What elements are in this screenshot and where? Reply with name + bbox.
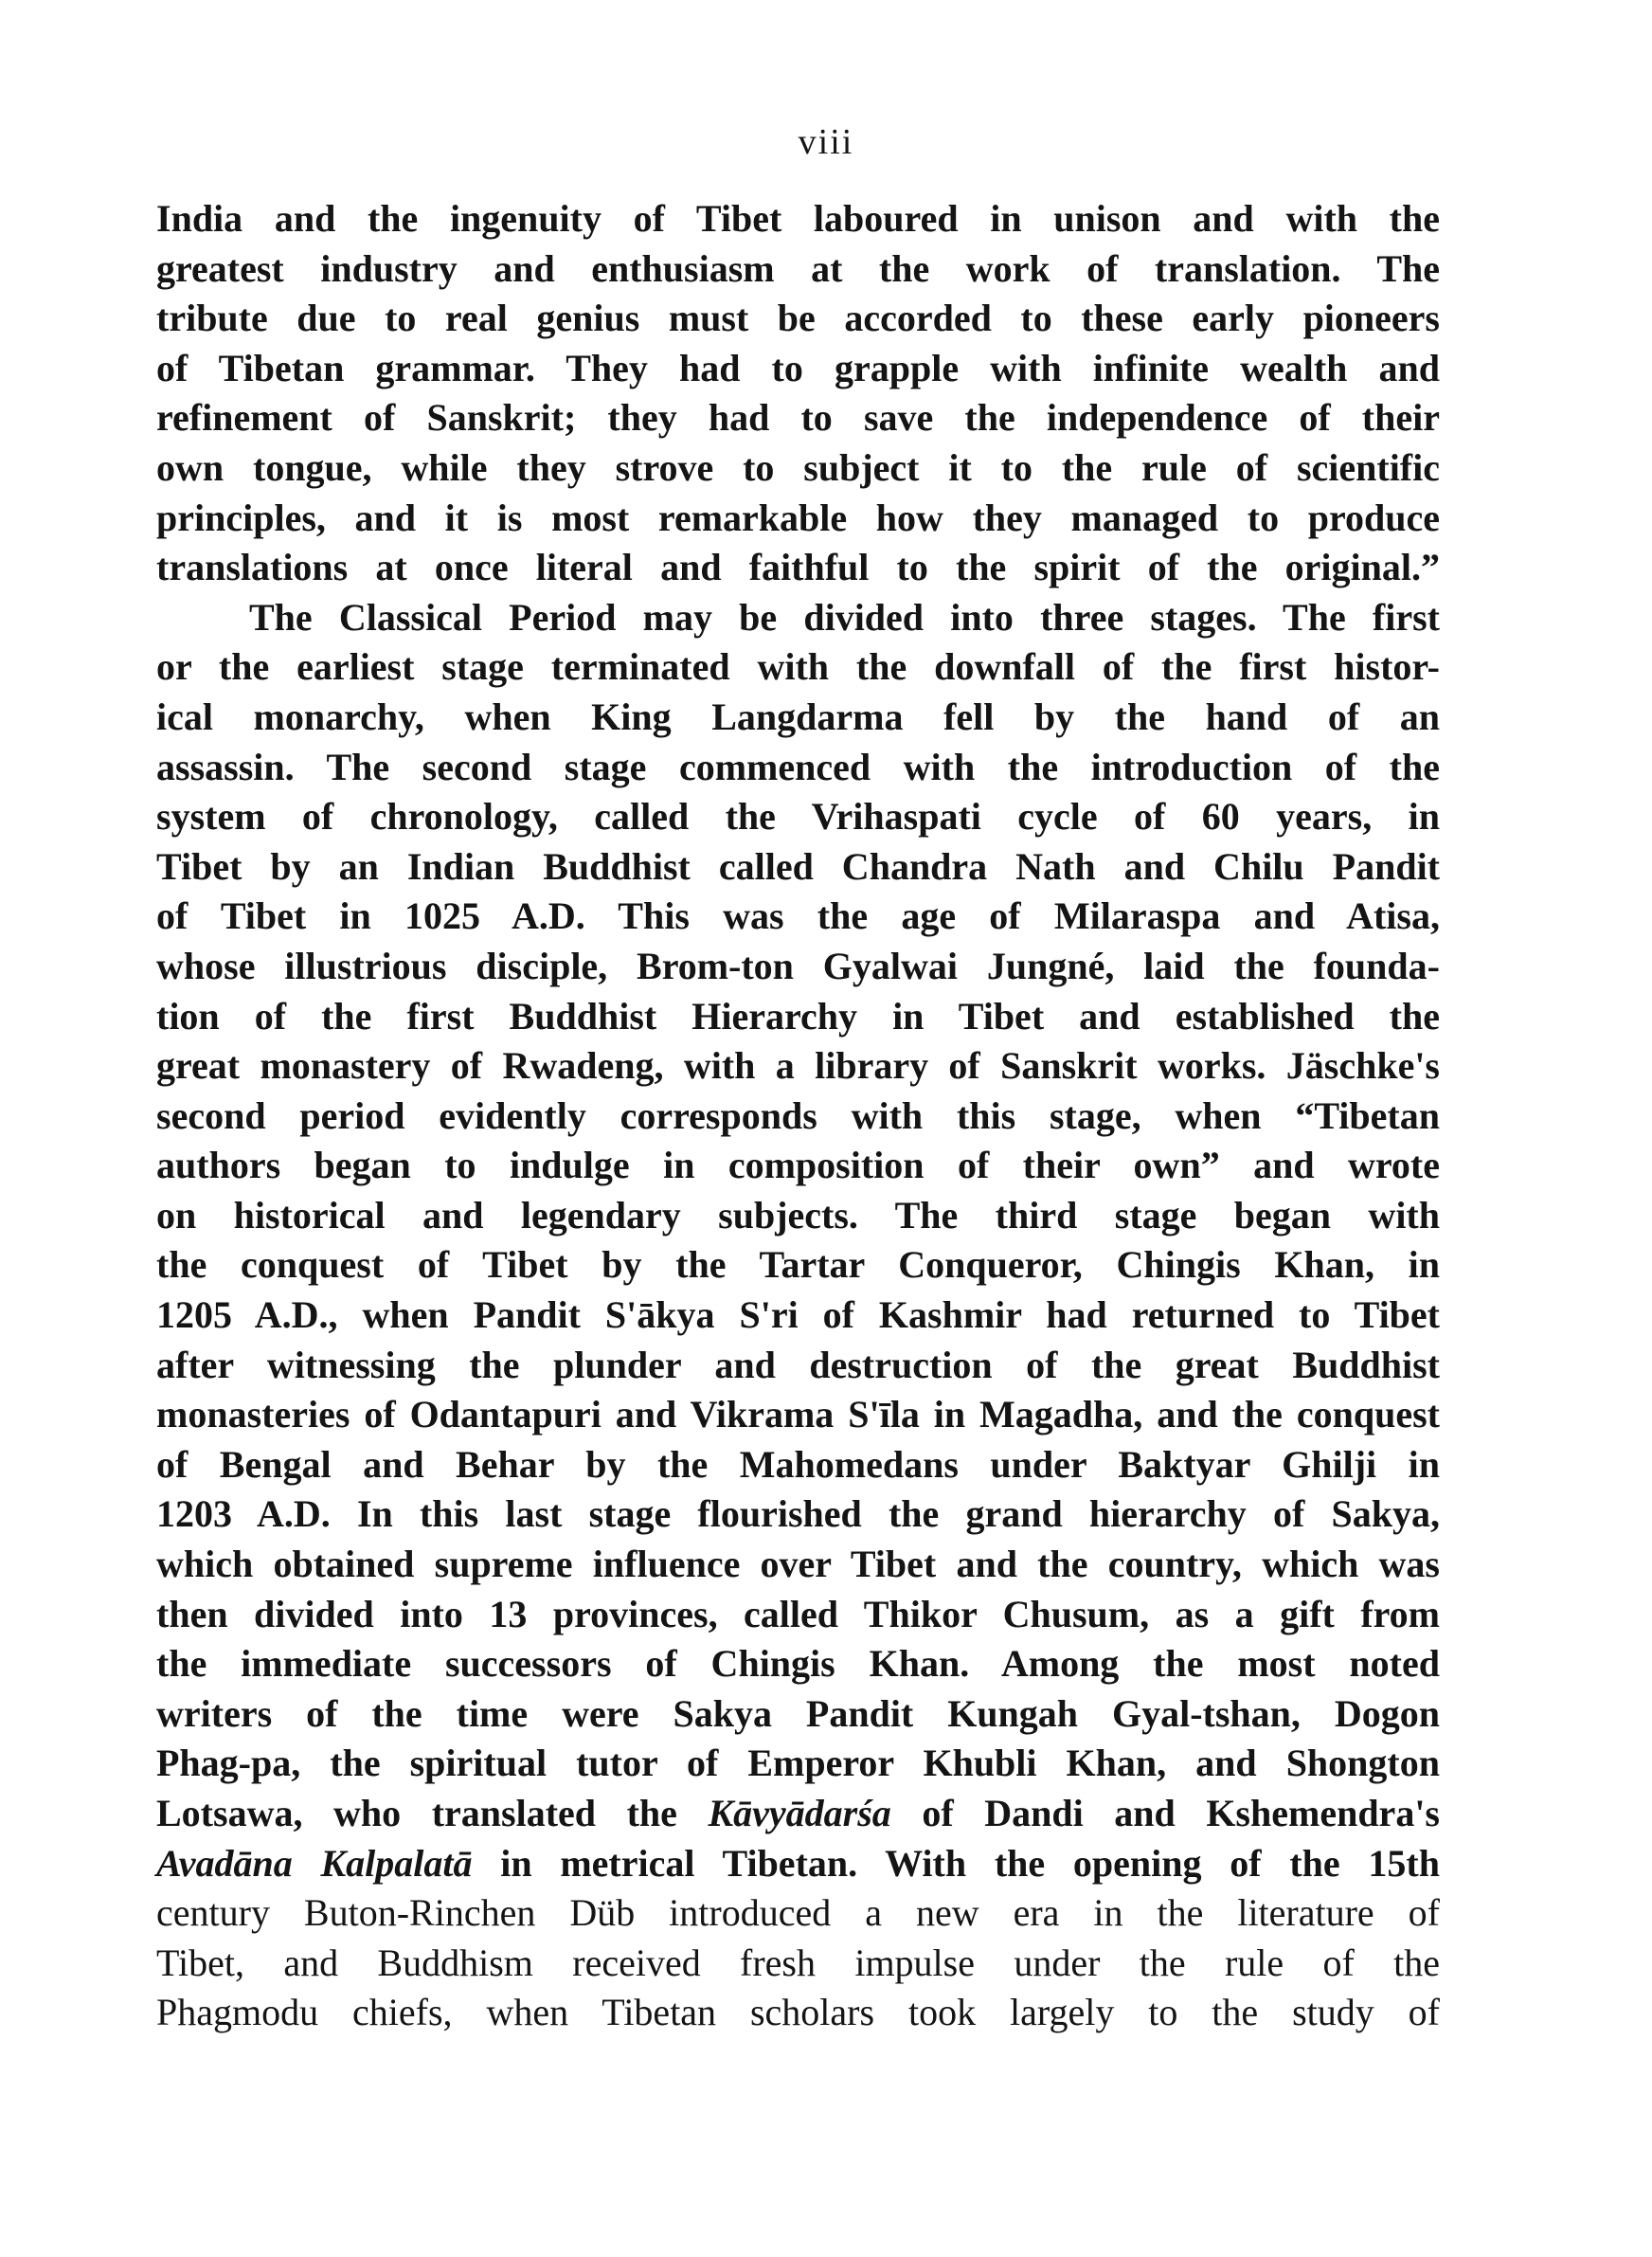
text-line: Phag-pa, the spiritual tutor of Emperor Khubli Khan, and Shongton	[156, 1742, 1440, 1785]
line-text-after: of Dandi and Kshemendra's	[890, 1792, 1440, 1834]
text-line: ical monarchy, when King Langdarma fell by the hand of an	[156, 695, 1440, 738]
text-line: authors began to indulge in composition of their own” and wrote	[156, 1144, 1440, 1187]
page-number: viii	[798, 122, 854, 162]
text-line: or the earliest stage terminated with the downfall of the first histor-	[156, 645, 1440, 689]
text-line: of Tibet in 1025 A.D. This was the age of Milaraspa and Atisa,	[156, 894, 1440, 938]
text-line: the conquest of Tibet by the Tartar Conqueror, Chingis Khan, in	[156, 1243, 1440, 1287]
text-line: of Bengal and Behar by the Mahomedans under Baktyar Ghilji in	[156, 1442, 1440, 1486]
text-line: after witnessing the plunder and destruction of the great Buddhist	[156, 1343, 1440, 1386]
text-line: century Buton-Rinchen Düb introduced a new era in the literature of	[156, 1891, 1440, 1935]
body-text	[156, 194, 1440, 2038]
text-line: refinement of Sanskrit; they had to save the independence of their	[156, 396, 1440, 440]
paragraph-start-line: The Classical Period may be divided into three stages. The first	[249, 595, 1440, 639]
text-line: Tibet, and Buddhism received fresh impulse under the rule of the	[156, 1941, 1440, 1984]
text-line: monasteries of Odantapuri and Vikrama S'īla in Magadha, and the conquest	[156, 1393, 1440, 1436]
text-line: Phagmodu chiefs, when Tibetan scholars took largely to the study of	[156, 1991, 1440, 2034]
text-line: great monastery of Rwadeng, with a library of Sanskrit works. Jäschke's	[156, 1044, 1440, 1088]
text-line: whose illustrious disciple, Brom-ton Gyalwai Jungné, laid the founda-	[156, 944, 1440, 987]
text-line: tion of the first Buddhist Hierarchy in Tibet and established the	[156, 994, 1440, 1038]
text-line: which obtained supreme influence over Tibet and the country, which was	[156, 1543, 1440, 1586]
text-line: then divided into 13 provinces, called Thikor Chusum, as a gift from	[156, 1592, 1440, 1635]
work-title-kavyadarsa: Kāvyādarśa	[708, 1792, 891, 1834]
work-title-avadana-kalpalata: Avadāna Kalpalatā	[156, 1841, 473, 1885]
text-line: India and the ingenuity of Tibet laboured in unison and with the	[156, 197, 1440, 240]
text-line: on historical and legendary subjects. The third stage began with	[156, 1193, 1440, 1237]
text-line: of Tibetan grammar. They had to grapple with infinite wealth and	[156, 346, 1440, 389]
text-line: system of chronology, called the Vrihaspati cycle of 60 years, in	[156, 795, 1440, 839]
text-line-with-title	[156, 1789, 1440, 1839]
text-line: translations at once literal and faithful to the spirit of the original.”	[156, 546, 1440, 589]
text-line: 1203 A.D. In this last stage flourished the grand hierarchy of Sakya,	[156, 1492, 1440, 1536]
text-line: 1205 A.D., when Pandit S'ākya S'ri of Kashmir had returned to Tibet	[156, 1293, 1440, 1337]
text-line-with-title	[156, 1839, 1440, 1889]
text-line: the immediate successors of Chingis Khan. Among the most noted	[156, 1642, 1440, 1686]
text-line: writers of the time were Sakya Pandit Kungah Gyal-tshan, Dogon	[156, 1691, 1440, 1735]
line-text-after: in metrical Tibetan. With the opening of the 15th	[472, 1841, 1440, 1885]
text-line: principles, and it is most remarkable how they managed to produce	[156, 496, 1440, 539]
line-text-before: Lotsawa, who translated the	[156, 1792, 709, 1834]
text-line: Tibet by an Indian Buddhist called Chandra Nath and Chilu Pandit	[156, 844, 1440, 888]
text-line: second period evidently corresponds with this stage, when “Tibetan	[156, 1093, 1440, 1137]
text-line: own tongue, while they strove to subject it to the rule of scientific	[156, 445, 1440, 489]
text-line: tribute due to real genius must be accorded to these early pioneers	[156, 297, 1440, 340]
text-line: greatest industry and enthusiasm at the work of translation. The	[156, 246, 1440, 290]
text-line: assassin. The second stage commenced with the introduction of the	[156, 745, 1440, 788]
